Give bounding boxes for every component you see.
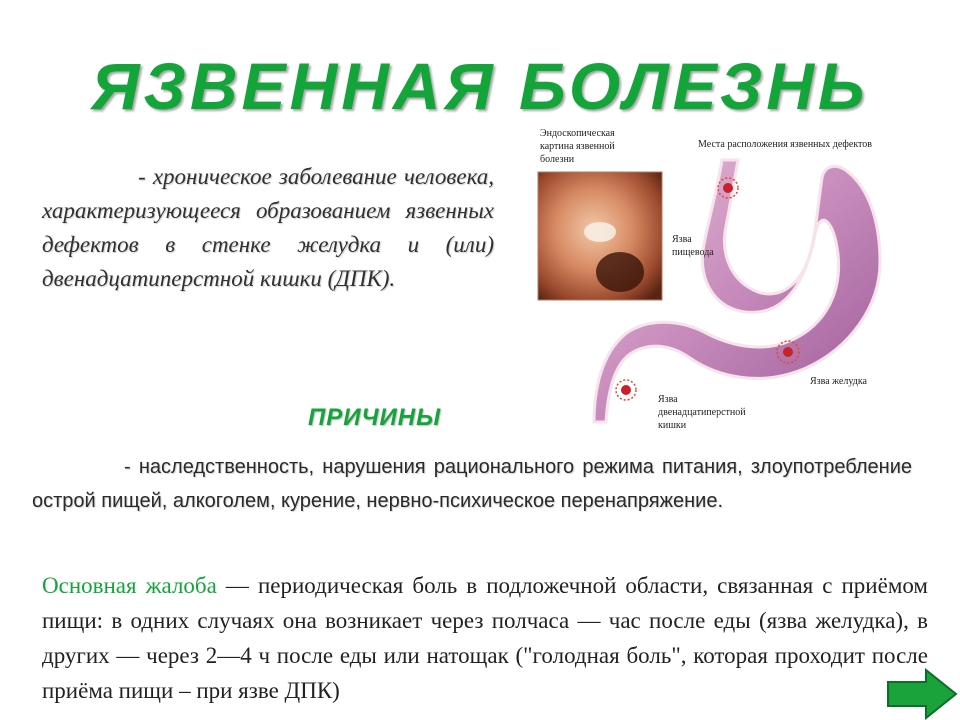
endoscopy-lumen [596, 252, 644, 292]
ulcer-duodenum-mark [616, 380, 636, 400]
label-esophagus-line1: Язва [672, 234, 692, 245]
stomach-illustration [520, 122, 920, 452]
label-stomach: Язва желудка [810, 376, 867, 387]
definition-body: - хроническое заболевание человека, характеризующееся образованием язвенных дефектов в стенке желудка и (или) двенадцатиперстной кишки (ДПК). [42, 164, 494, 291]
label-esophagus-line2: пищевода [672, 247, 714, 258]
causes-text [32, 450, 912, 518]
endoscopy-caption-line2: картина язвенной [540, 141, 615, 152]
causes-body: - наследственность, нарушения рационального режима питания, злоупотребление острой пищей, алкоголем, курение, нервно-психическое перенапряжение. [32, 456, 912, 512]
locations-caption: Места расположения язвенных дефектов [698, 139, 872, 150]
endoscopy-caption-line3: болезни [540, 154, 575, 165]
right-arrow-icon[interactable] [886, 668, 958, 720]
definition-text [42, 160, 494, 296]
label-duodenum-line1: Язва [658, 394, 678, 405]
complaint-text [42, 568, 928, 708]
label-duodenum-line3: кишки [658, 420, 687, 431]
complaint-body: — периодическая боль в подложечной области, связанная с приёмом пищи: в одних случаях она возникает через полчаса — час после еды (язва желудка), в других — через 2—4 ч после еды или натощак ("голодная боль", которая проходит после приёма пищи – при язве ДПК) [42, 573, 928, 703]
page-title: ЯЗВЕННАЯ БОЛЕЗНЬ [91, 49, 869, 123]
label-duodenum-line2: двенадцатиперстной [658, 407, 746, 418]
endoscopy-caption-line1: Эндоскопическая [540, 128, 615, 139]
endoscopy-ulcer [584, 222, 616, 242]
complaint-label: Основная жалоба [42, 573, 217, 598]
causes-heading: ПРИЧИНЫ [308, 404, 442, 431]
